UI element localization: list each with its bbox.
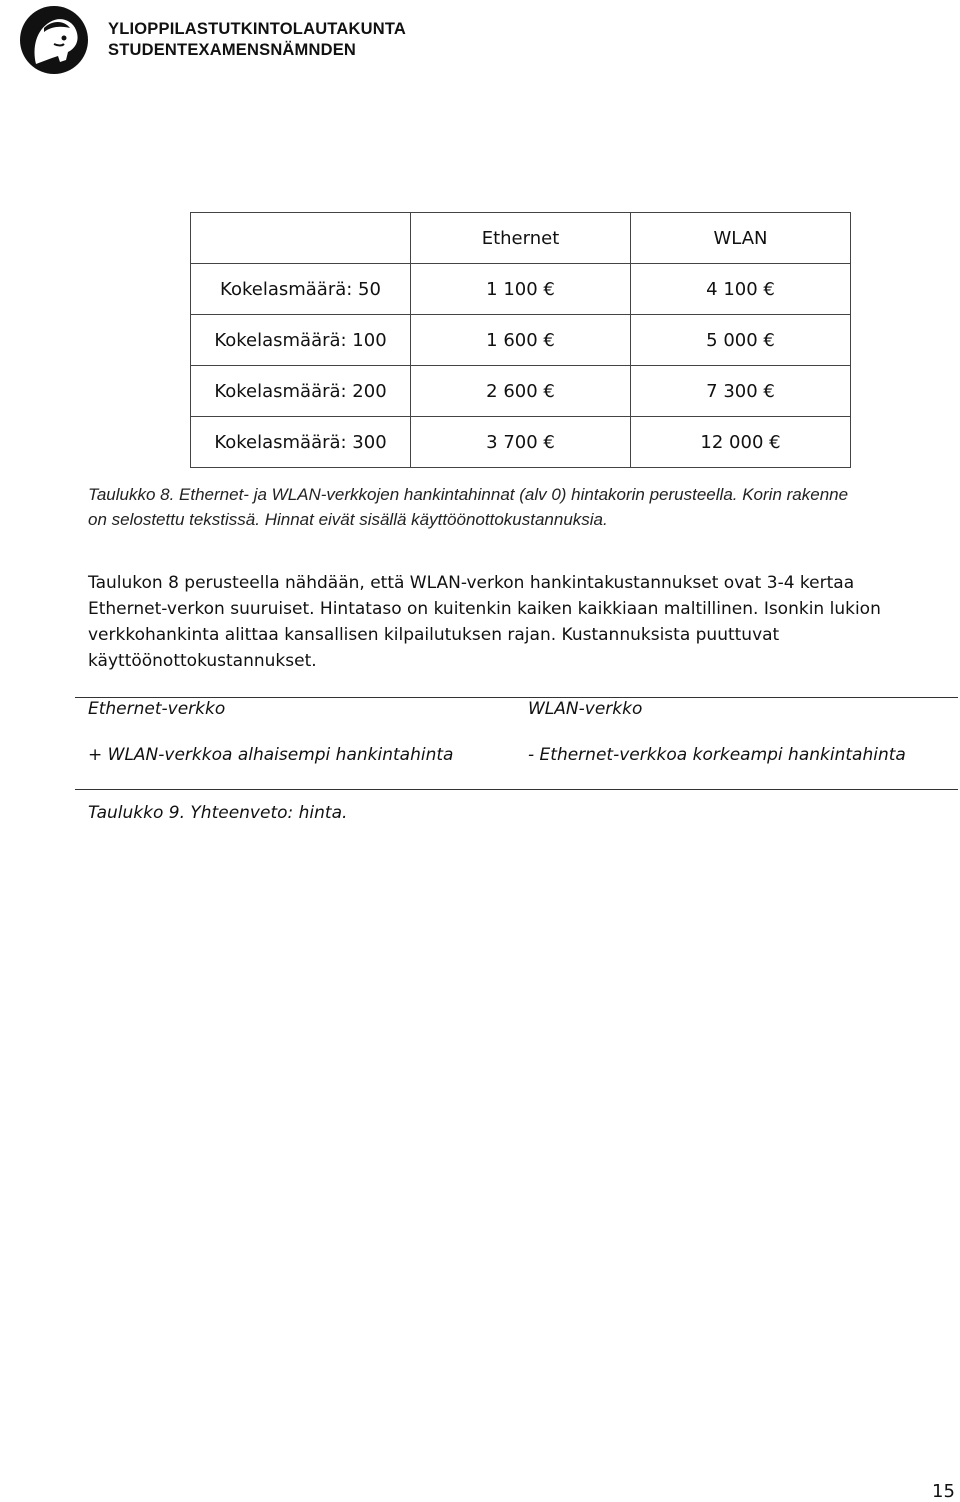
table-cell: Kokelasmäärä: 300 — [191, 417, 411, 468]
paragraph-line: verkkohankinta alittaa kansallisen kilpailutuksen rajan. Kustannuksista puuttuvat — [88, 625, 780, 645]
table-header-cell: WLAN — [631, 213, 851, 264]
organization-name — [108, 19, 406, 61]
org-name-swedish: STUDENTEXAMENSNÄMNDEN — [108, 41, 357, 59]
table-row — [191, 417, 851, 468]
table-row — [191, 315, 851, 366]
summary-cell-wlan: - Ethernet-verkkoa korkeampi hankintahinta — [528, 745, 906, 765]
table-cell: 7 300 € — [631, 366, 851, 417]
body-paragraph — [88, 570, 938, 674]
table-header-cell — [191, 213, 411, 264]
table-cell: 1 600 € — [411, 315, 631, 366]
table-cell: 4 100 € — [631, 264, 851, 315]
paragraph-line: Taulukon 8 perusteella nähdään, että WLAN-verkon hankintakustannukset ovat 3-4 kertaa — [88, 573, 855, 593]
table-cell: Kokelasmäärä: 200 — [191, 366, 411, 417]
table-cell: 12 000 € — [631, 417, 851, 468]
summary-header-ethernet: Ethernet-verkko — [88, 699, 226, 719]
table-9-caption: Taulukko 9. Yhteenveto: hinta. — [88, 803, 348, 823]
table-8-caption — [88, 482, 948, 532]
table-cell: 2 600 € — [411, 366, 631, 417]
document-header — [6, 4, 406, 76]
table-header-row — [191, 213, 851, 264]
table-row — [191, 264, 851, 315]
table-top-rule — [75, 697, 958, 698]
paragraph-line: Ethernet-verkon suuruiset. Hintataso on kuitenkin kaiken kaikkiaan maltillinen. Isonkin lukion — [88, 599, 881, 619]
table-bottom-rule — [75, 789, 958, 790]
caption-line: Taulukko 8. Ethernet- ja WLAN-verkkojen hankintahinnat (alv 0) hintakorin perusteella. Korin rakenne — [88, 485, 849, 504]
page-number: 15 — [932, 1481, 955, 1502]
summary-header-wlan: WLAN-verkko — [528, 699, 643, 719]
table-cell: 5 000 € — [631, 315, 851, 366]
table-cell: 3 700 € — [411, 417, 631, 468]
paragraph-line: käyttöönottokustannukset. — [88, 651, 317, 671]
table-cell: Kokelasmäärä: 100 — [191, 315, 411, 366]
caption-line: on selostettu tekstissä. Hinnat eivät sisällä käyttöönottokustannuksia. — [88, 510, 608, 529]
table-header-cell: Ethernet — [411, 213, 631, 264]
price-table — [190, 212, 851, 468]
table-cell: Kokelasmäärä: 50 — [191, 264, 411, 315]
summary-cell-ethernet: + WLAN-verkkoa alhaisempi hankintahinta — [88, 745, 454, 765]
table-row — [191, 366, 851, 417]
org-name-finnish: YLIOPPILASTUTKINTOLAUTAKUNTA — [108, 20, 406, 38]
table-cell: 1 100 € — [411, 264, 631, 315]
summary-table — [75, 697, 958, 790]
helmeted-head-logo-icon — [6, 4, 102, 76]
